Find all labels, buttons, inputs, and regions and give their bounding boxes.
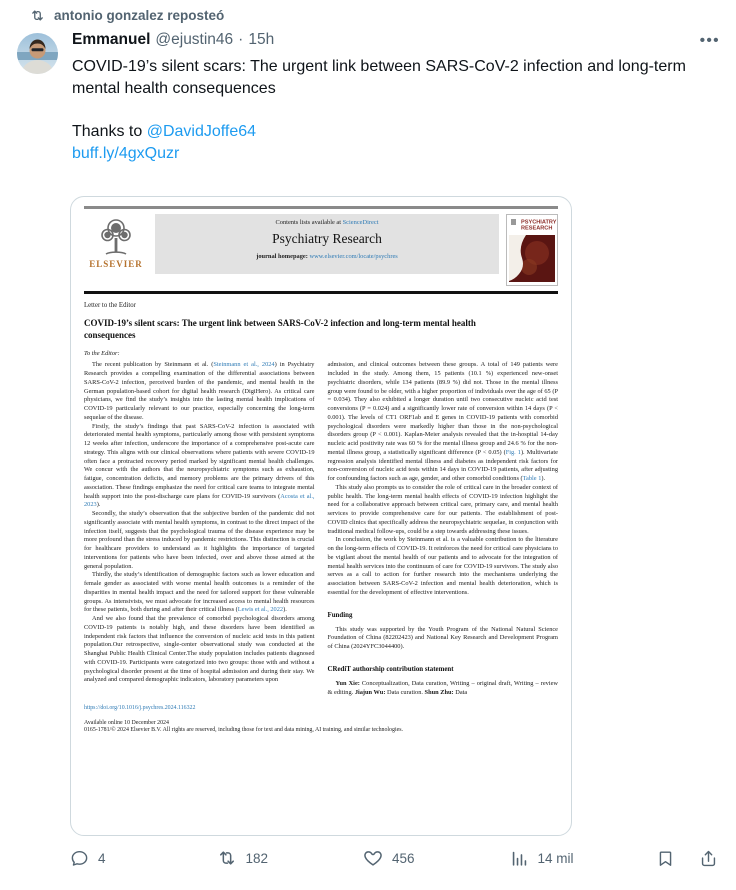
masthead-rule (84, 291, 558, 295)
salutation: To the Editor: (84, 350, 120, 358)
views-button[interactable] (510, 849, 657, 868)
repost-banner-label: antonio gonzalez reposteó (54, 8, 225, 23)
more-options-icon[interactable]: ••• (699, 32, 720, 49)
elsevier-logo (84, 214, 148, 269)
journal-masthead (155, 214, 499, 274)
author-handle[interactable]: @ejustin46 (155, 31, 234, 48)
like-icon (363, 848, 383, 868)
repost-button[interactable] (217, 848, 364, 868)
reply-count: 4 (98, 850, 106, 866)
paper-paragraph: Firstly, the study’s findings that past SARS-CoV-2 infection is associated with deteriorated mental health symptoms, particularly among those with persistent symptoms 12 weeks after infection, underscore the importance of a comprehensive post-acute care strategy. This aligns with our clinical observations where patients with severe COVID-19 often face a protracted recovery period marked by significant mental health challenges. We concur with the authors that the neuropsychiatric symptoms such as exhaustion, fatigue, concentration deficits, and memory problems are the primary drivers of this association. These findings emphasize the need for critical care teams to integrate mental health support into the post-discharge care plans for COVID-19 survivors (Acosta et al., 2023). (84, 422, 315, 509)
cover-title-line1: PSYCHIATRY (521, 219, 557, 225)
paper-top-rule (84, 206, 558, 209)
contents-line (159, 219, 495, 226)
elsevier-tree-icon (96, 216, 136, 258)
cover-title-line2: RESEARCH (521, 225, 553, 231)
paper-paragraph: Yun Xie: Conceptualization, Data curation, Writing – original draft, Writing – review & editing. Jiajun Wu: Data curation. Shun Zhu: Data (327, 679, 558, 696)
paper-paragraph: Secondly, the study’s observation that the subjective burden of the pandemic did not significantly associate with mental health symptoms, in contrast to the direct impact of the infection itself, suggests that the psychological trauma of the disease experience may be more profound than the stress induced by pandemic restrictions. This distinction is crucial for healthcare providers to understand as it highlights the importance of targeted interventions for patients who have been infected, over and above those aimed at the general population. (84, 510, 315, 570)
journal-header (84, 214, 558, 286)
paper-body (84, 361, 558, 697)
mention-link[interactable]: @DavidJoffe64 (146, 123, 257, 140)
paper-footer (84, 705, 558, 733)
repost-icon (30, 8, 45, 23)
tweet (72, 31, 720, 164)
paper-paragraph: This study also prompts us to consider the role of critical care in the broader context of public health. The long-term mental health effects of COVID-19 infection highlight the need for a collaborative approach between critical care, primary care, and mental health services to provide comprehensive care for our patients. The establishment of post-COVID clinics that specifically address the neuropsychiatric sequelae, in conjunction with traditional medical follow-ups, could be a step towards addressing these issues. (327, 483, 558, 535)
journal-title: Psychiatry Research (272, 230, 382, 246)
journal-cover-thumbnail (506, 214, 558, 286)
bookmark-button[interactable] (656, 849, 675, 868)
repost-icon (217, 848, 237, 868)
paper-section-heading: CRediT authorship contribution statement (327, 665, 454, 673)
meta-separator: · (238, 31, 244, 48)
paper-paragraph: And we also found that the prevalence of comorbid psychological disorders among COVID-19 patients is notably high, and these disorders have been identified as independent risk factors that influence the conversion of nucleic acid tests in this patient population.Our retrospective, single-center observational study was conducted at the Shanghai Public Health Clinical Center.The study population includes patients diagnosed with COVID-19. Participants were categorized into two groups: those with and without a psychological disorder present at the time of hospital admission and during their stay. We analyzed and compared demographic indicators, laboratory parameters upon (84, 615, 315, 684)
paper-paragraph: The recent publication by Steinmann et al. (Steinmann et al., 2024) in Psychiatry Research provides a compelling examination of the differential associations between SARS-CoV-2 infection, perceived burden of the pandemic, and mental health in the German population-based cohort for digital health research (DigiHero). As critical care physicians, we find the study’s insights into the lasting mental health implications of COVID-19 particularly relevant to our practice, especially concerning the long-term sequelae of the disease. (84, 361, 315, 421)
paper-paragraph: This study was supported by the Youth Program of the National Natural Science Foundation of China (82202423) and National Key Research and Development Program of China (2024YFC3044400). (327, 625, 558, 651)
share-button[interactable] (699, 849, 718, 868)
tweet-link-line (72, 143, 720, 165)
paper-paragraph: Thirdly, the study’s identification of demographic factors such as lower education and female gender as associated with worse mental health outcomes is a reminder of the disparities in mental health impact and the need for tailored support for these vulnerable groups. As intensivists, we must advocate for increased access to mental health resources for these patients, both during and after their critical illness (Lewis et al., 2022). (84, 571, 315, 614)
avatar[interactable] (17, 33, 58, 74)
paper-title: COVID-19’s silent scars: The urgent link between SARS-CoV-2 infection and long-term mental health consequences (84, 318, 476, 341)
engagement-bar (70, 848, 718, 868)
reply-button[interactable] (70, 849, 217, 868)
tweet-header (72, 31, 720, 49)
section-label: Letter to the Editor (84, 302, 136, 309)
doi-link: https://doi.org/10.1016/j.psychres.2024.116322 (84, 705, 196, 712)
homepage-link: www.elsevier.com/locate/psychres (309, 252, 398, 260)
bookmark-share-group (656, 849, 718, 868)
paper-section-heading: Funding (327, 611, 353, 619)
paper-paragraph: admission, and clinical outcomes between these groups. A total of 149 patients were included in the study. Among them, 15 patients (10.1 %) experienced new-onset psychiatric disorders, while 134 patients (89.9 %) did not. Those in the mental illness group were found to be older, with a higher proportion of individuals over the age of 65 (P = 0.034). They also exhibited a longer duration until two consecutive nucleic acid test conversions (P = 0.024) and a significantly lower rate of conversion within 14 days (P < 0.001). The levels of CT1 ORF1ab and E genes in COVID-19 patients with comorbid psychological disorders were markedly higher than those in the non-psychological disorders group (P < 0.001). Kaplan-Meier analysis revealed that the in-hospital 14-day nucleic acid positivity rate was 60 % for the mental illness group and 24.6 % for the non-mental illness group, a statistically significant difference (P < 0.05) (Fig. 1). Multivariate regression analysis identified mental illness and diabetes as independent risk factors for non-conversion of nucleic acid tests within 14 days in COVID-19 patients, after adjusting for confounding factors such as age, gender, and other comorbid conditions (Table 1). (327, 361, 558, 483)
timestamp[interactable]: 15h (248, 31, 275, 48)
sciencedirect-link: ScienceDirect (342, 218, 379, 226)
reply-icon (70, 849, 89, 868)
contents-prefix: Contents lists available at (275, 218, 343, 226)
paper-column-left (84, 361, 315, 697)
copyright-line: 0165-1781/© 2024 Elsevier B.V. All rights are reserved, including those for text and data mining, AI training, and similar technologies. (84, 727, 403, 734)
homepage-line (159, 253, 495, 260)
like-button[interactable] (363, 848, 510, 868)
repost-banner[interactable] (30, 8, 224, 23)
author-name[interactable]: Emmanuel (72, 31, 151, 48)
views-icon (510, 849, 529, 868)
tweet-thanks-line (72, 121, 720, 143)
homepage-prefix: journal homepage: (256, 252, 310, 260)
thanks-prefix: Thanks to (72, 123, 147, 140)
tweet-text: COVID-19’s silent scars: The urgent link between SARS-CoV-2 infection and long-term mental health consequences (72, 58, 686, 97)
paper-column-right (328, 361, 559, 697)
like-count: 456 (392, 850, 415, 866)
repost-count: 182 (245, 850, 269, 866)
elsevier-wordmark: ELSEVIER (89, 258, 143, 269)
views-count: 14 mil (537, 850, 574, 866)
available-online: Available online 10 December 2024 (84, 720, 169, 727)
attached-paper-image[interactable] (70, 196, 572, 836)
paper-paragraph: In conclusion, the work by Steinmann et al. is a valuable contribution to the literature on the long-term effects of COVID-19. It reinforces the need for critical care physicians to be vigilant about the mental health of our patients and to advocate for the integration of mental health services into the continuum of care for COVID-19 survivors. The study also serves as a call to action for further research into the mechanisms underlying the association between SARS-CoV-2 infection and mental health deterioration, which is essential for the development of effective interventions. (327, 536, 558, 596)
short-url-link[interactable]: buff.ly/4gxQuzr (72, 144, 180, 162)
